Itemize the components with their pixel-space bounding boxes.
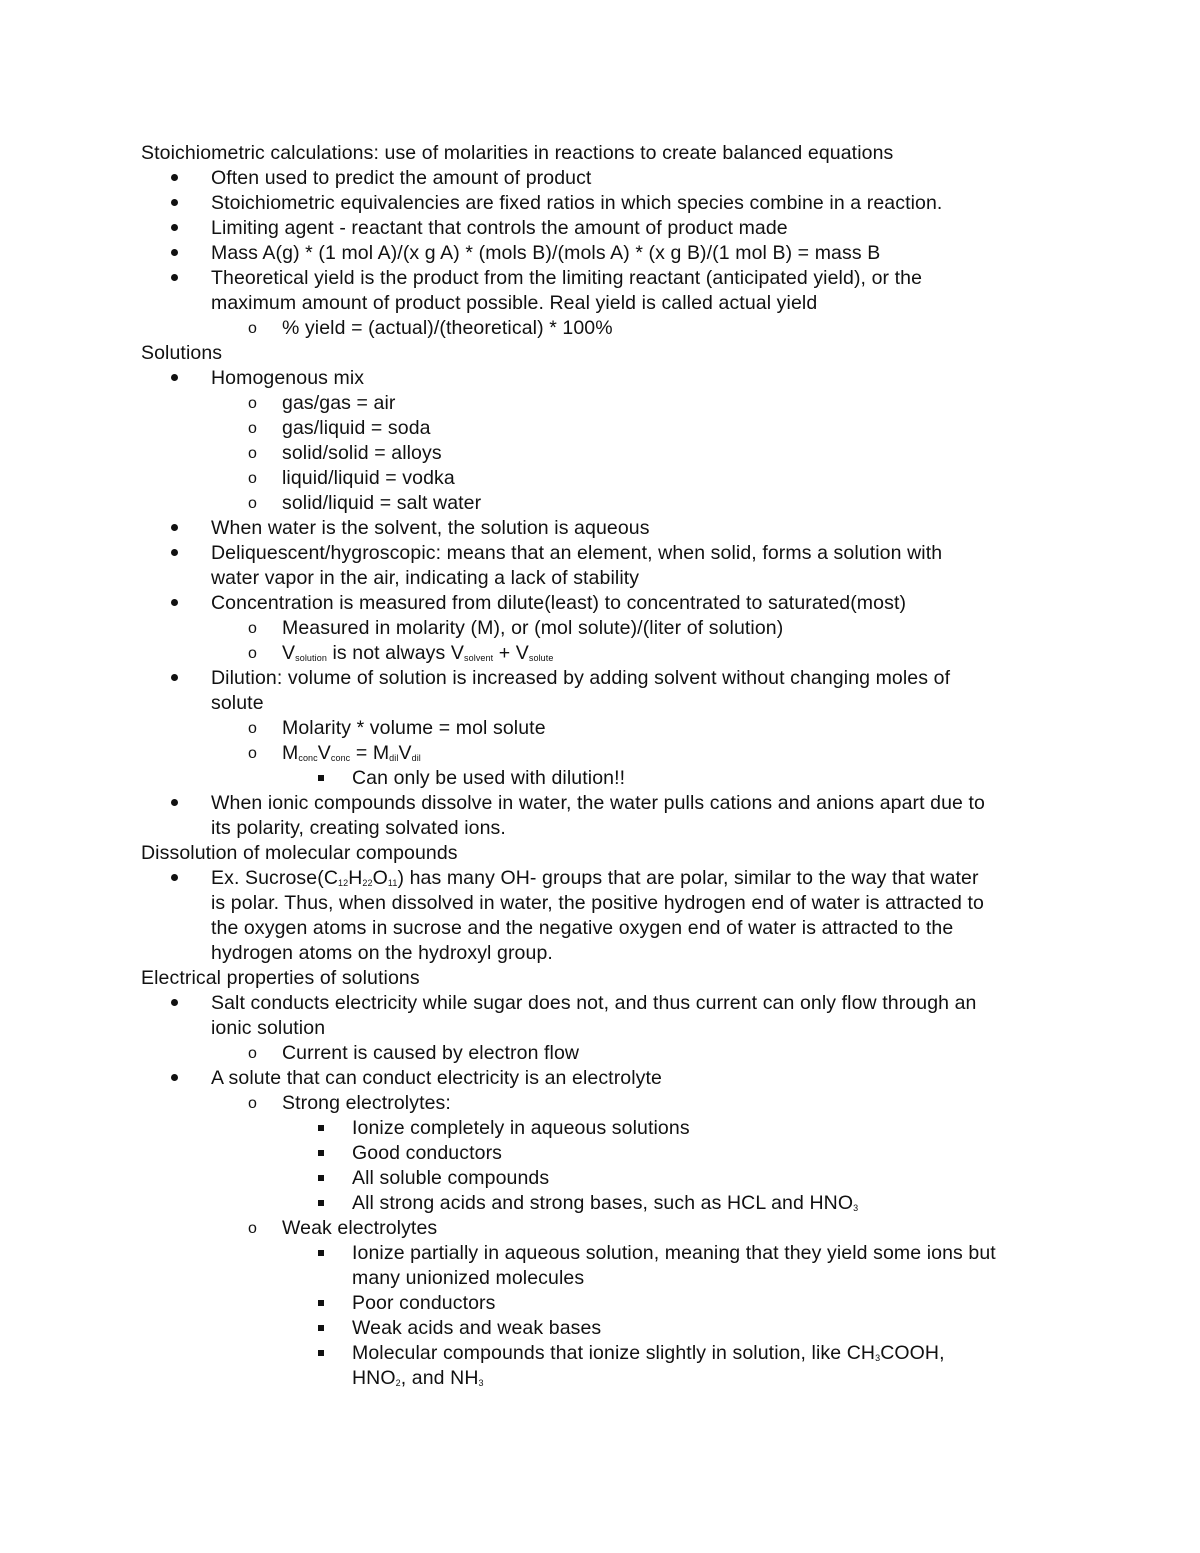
list-item-text: Homogenous mix [211,367,365,389]
sub-list-item [141,466,1071,491]
bullet-icon [171,1066,178,1091]
sub-sub-list-item [141,1166,1071,1191]
list-item-text: Deliquescent/hygroscopic: means that an element, when solid, forms a solution with [211,542,943,564]
sub-list-item-text: Molarity * volume = mol solute [282,717,546,739]
list-item-text: Dilution: volume of solution is increased by adding solvent without changing moles of [211,667,951,689]
subscript: dil [389,753,399,763]
sub-sub-list-item-text: Weak acids and weak bases [352,1317,602,1339]
sub-list-item-text: % yield = (actual)/(theoretical) * 100% [282,317,613,339]
sub-list-item-text: solid/liquid = salt water [282,492,482,514]
subscript: solution [295,653,327,663]
section-heading-stoichiometry: Stoichiometric calculations: use of molarities in reactions to create balanced equations [141,142,894,164]
subscript: 3 [478,1378,484,1388]
sub-sub-list-item [141,1116,1071,1141]
bullet-icon [171,591,178,616]
sub-list-item [141,416,1071,441]
sub-sub-list-item [141,1141,1071,1166]
formula-text: M [282,742,299,764]
bullet-icon [171,866,178,891]
formula-text: All strong acids and strong bases, such as HCL and HNO [352,1192,854,1214]
sub-list-item-text: solid/solid = alloys [282,442,442,464]
sub-sub-list-item [141,1191,1071,1216]
sub-bullet-icon: o [248,320,257,337]
square-bullet-icon [318,1316,324,1341]
sub-sub-list-item [141,766,1071,791]
subscript: 3 [853,1203,859,1213]
sub-list-item-text: liquid/liquid = vodka [282,467,455,489]
list-item-continuation: hydrogen atoms on the hydroxyl group. [211,942,553,964]
list-item [141,666,1071,691]
sub-sub-list-item-text: All soluble compounds [352,1167,550,1189]
subscript: 2 [395,1378,401,1388]
sub-bullet-icon: o [248,620,257,637]
subscript: 12 [338,878,349,888]
sub-list-item [141,316,1071,341]
sub-bullet-icon: o [248,745,257,762]
section-heading-dissolution: Dissolution of molecular compounds [141,842,458,864]
section-heading-solutions: Solutions [141,342,223,364]
sucrose-text [211,867,979,889]
dilution-formula [282,742,421,764]
bullet-icon [171,191,178,216]
list-item [141,991,1071,1016]
list-item-text: A solute that can conduct electricity is an electrolyte [211,1067,662,1089]
formula-text: V [317,742,331,764]
formula-text: ) has many OH- groups that are polar, similar to the way that water [397,867,979,889]
sub-bullet-icon: o [248,1095,257,1112]
sub-list-item-text: Current is caused by electron flow [282,1042,580,1064]
list-item [141,1066,1071,1091]
formula-text: H [348,867,363,889]
sub-sub-list-item-text: Poor conductors [352,1292,496,1314]
subscript: solute [528,653,554,663]
bullet-icon [171,266,178,291]
subscript: dil [411,753,421,763]
list-item [141,191,1071,216]
formula-text: is not always V [326,642,465,664]
list-item [141,541,1071,566]
formula-text: Molecular compounds that ionize slightly in solution, like CH [352,1342,876,1364]
sub-list-item [141,741,1071,766]
list-item [141,591,1071,616]
sub-bullet-icon: o [248,445,257,462]
list-item-text: Salt conducts electricity while sugar does not, and thus current can only flow through an [211,992,977,1014]
list-item [141,866,1071,891]
subscript: conc [330,753,351,763]
list-item-continuation: is polar. Thus, when dissolved in water, the positive hydrogen end of water is attracted to [211,892,984,914]
subscript: 3 [875,1353,881,1363]
sub-list-item-text: Weak electrolytes [282,1217,438,1239]
list-item-continuation: water vapor in the air, indicating a lack of stability [211,567,640,589]
volume-formula [282,642,554,664]
bullet-icon [171,166,178,191]
section-heading-electrical: Electrical properties of solutions [141,967,420,989]
list-item-text: When water is the solvent, the solution is aqueous [211,517,650,539]
subscript: solvent [464,653,494,663]
bullet-icon [171,541,178,566]
formula-text: = M [350,742,390,764]
sub-bullet-icon: o [248,1220,257,1237]
formula-text: V [398,742,412,764]
list-item [141,241,1071,266]
square-bullet-icon [318,1241,324,1266]
sub-bullet-icon: o [248,720,257,737]
sub-sub-list-item-text: Can only be used with dilution!! [352,767,626,789]
sub-list-item-text: gas/gas = air [282,392,396,414]
sub-list-item-text: gas/liquid = soda [282,417,431,439]
square-bullet-icon [318,1166,324,1191]
notes-body [141,141,1071,1391]
sub-list-item [141,641,1071,666]
sub-sub-list-item [141,1341,1071,1366]
bullet-icon [171,241,178,266]
bullet-icon [171,366,178,391]
square-bullet-icon [318,1191,324,1216]
list-item-continuation: the oxygen atoms in sucrose and the negative oxygen end of water is attracted to the [211,917,954,939]
list-item-text: Concentration is measured from dilute(least) to concentrated to saturated(most) [211,592,907,614]
sub-sub-list-item-text: Ionize partially in aqueous solution, meaning that they yield some ions but [352,1242,996,1264]
bullet-icon [171,666,178,691]
list-item-continuation: maximum amount of product possible. Real yield is called actual yield [211,292,818,314]
sub-list-item [141,616,1071,641]
subscript: conc [298,753,318,763]
bullet-icon [171,216,178,241]
list-item-text: Limiting agent - reactant that controls the amount of product made [211,217,788,239]
list-item-text: Stoichiometric equivalencies are fixed ratios in which species combine in a reaction. [211,192,943,214]
list-item-continuation: ionic solution [211,1017,326,1039]
square-bullet-icon [318,766,324,791]
square-bullet-icon [318,1341,324,1366]
sub-sub-list-item [141,1291,1071,1316]
formula-text: V [282,642,296,664]
sub-bullet-icon: o [248,470,257,487]
list-item-text: Theoretical yield is the product from the limiting reactant (anticipated yield), or the [211,267,923,289]
list-item [141,516,1071,541]
bullet-icon [171,516,178,541]
bullet-icon [171,991,178,1016]
subscript: 11 [387,878,398,888]
formula-text: + V [493,642,529,664]
formula-text: , and NH [400,1367,479,1389]
square-bullet-icon [318,1141,324,1166]
sub-sub-list-item [141,1316,1071,1341]
sub-list-item [141,441,1071,466]
sub-list-item [141,1091,1071,1116]
sub-sub-list-item [141,1241,1071,1266]
list-item-continuation [141,1366,1071,1391]
list-item-continuation: its polarity, creating solvated ions. [211,817,506,839]
list-item-text: When ionic compounds dissolve in water, the water pulls cations and anions apart due to [211,792,985,814]
sub-list-item [141,491,1071,516]
sub-bullet-icon: o [248,395,257,412]
formula-text: Ex. Sucrose(C [211,867,339,889]
subscript: 22 [362,878,373,888]
sub-list-item [141,1216,1071,1241]
list-item-text: Often used to predict the amount of product [211,167,592,189]
sub-sub-list-item-text: Ionize completely in aqueous solutions [352,1117,690,1139]
sub-bullet-icon: o [248,1045,257,1062]
sub-list-item-text: Measured in molarity (M), or (mol solute)/(liter of solution) [282,617,784,639]
sub-sub-list-item-text: Good conductors [352,1142,503,1164]
sub-bullet-icon: o [248,645,257,662]
square-bullet-icon [318,1291,324,1316]
sub-bullet-icon: o [248,495,257,512]
sub-sub-list-item-text [352,1192,858,1214]
list-item [141,366,1071,391]
sub-list-item [141,391,1071,416]
sub-list-item [141,1041,1071,1066]
formula-text: COOH, [880,1342,945,1364]
square-bullet-icon [318,1116,324,1141]
formula-text: HNO [352,1367,396,1389]
list-item-continuation: many unionized molecules [352,1267,585,1289]
sub-list-item [141,716,1071,741]
list-item [141,791,1071,816]
list-item [141,216,1071,241]
sub-bullet-icon: o [248,420,257,437]
list-item-continuation: solute [211,692,264,714]
list-item-text: Mass A(g) * (1 mol A)/(x g A) * (mols B)/(mols A) * (x g B)/(1 mol B) = mass B [211,242,881,264]
bullet-icon [171,791,178,816]
sub-list-item-text: Strong electrolytes: [282,1092,451,1114]
formula-text: O [372,867,388,889]
list-item [141,166,1071,191]
sub-sub-list-item-text [352,1342,945,1364]
list-item [141,266,1071,291]
